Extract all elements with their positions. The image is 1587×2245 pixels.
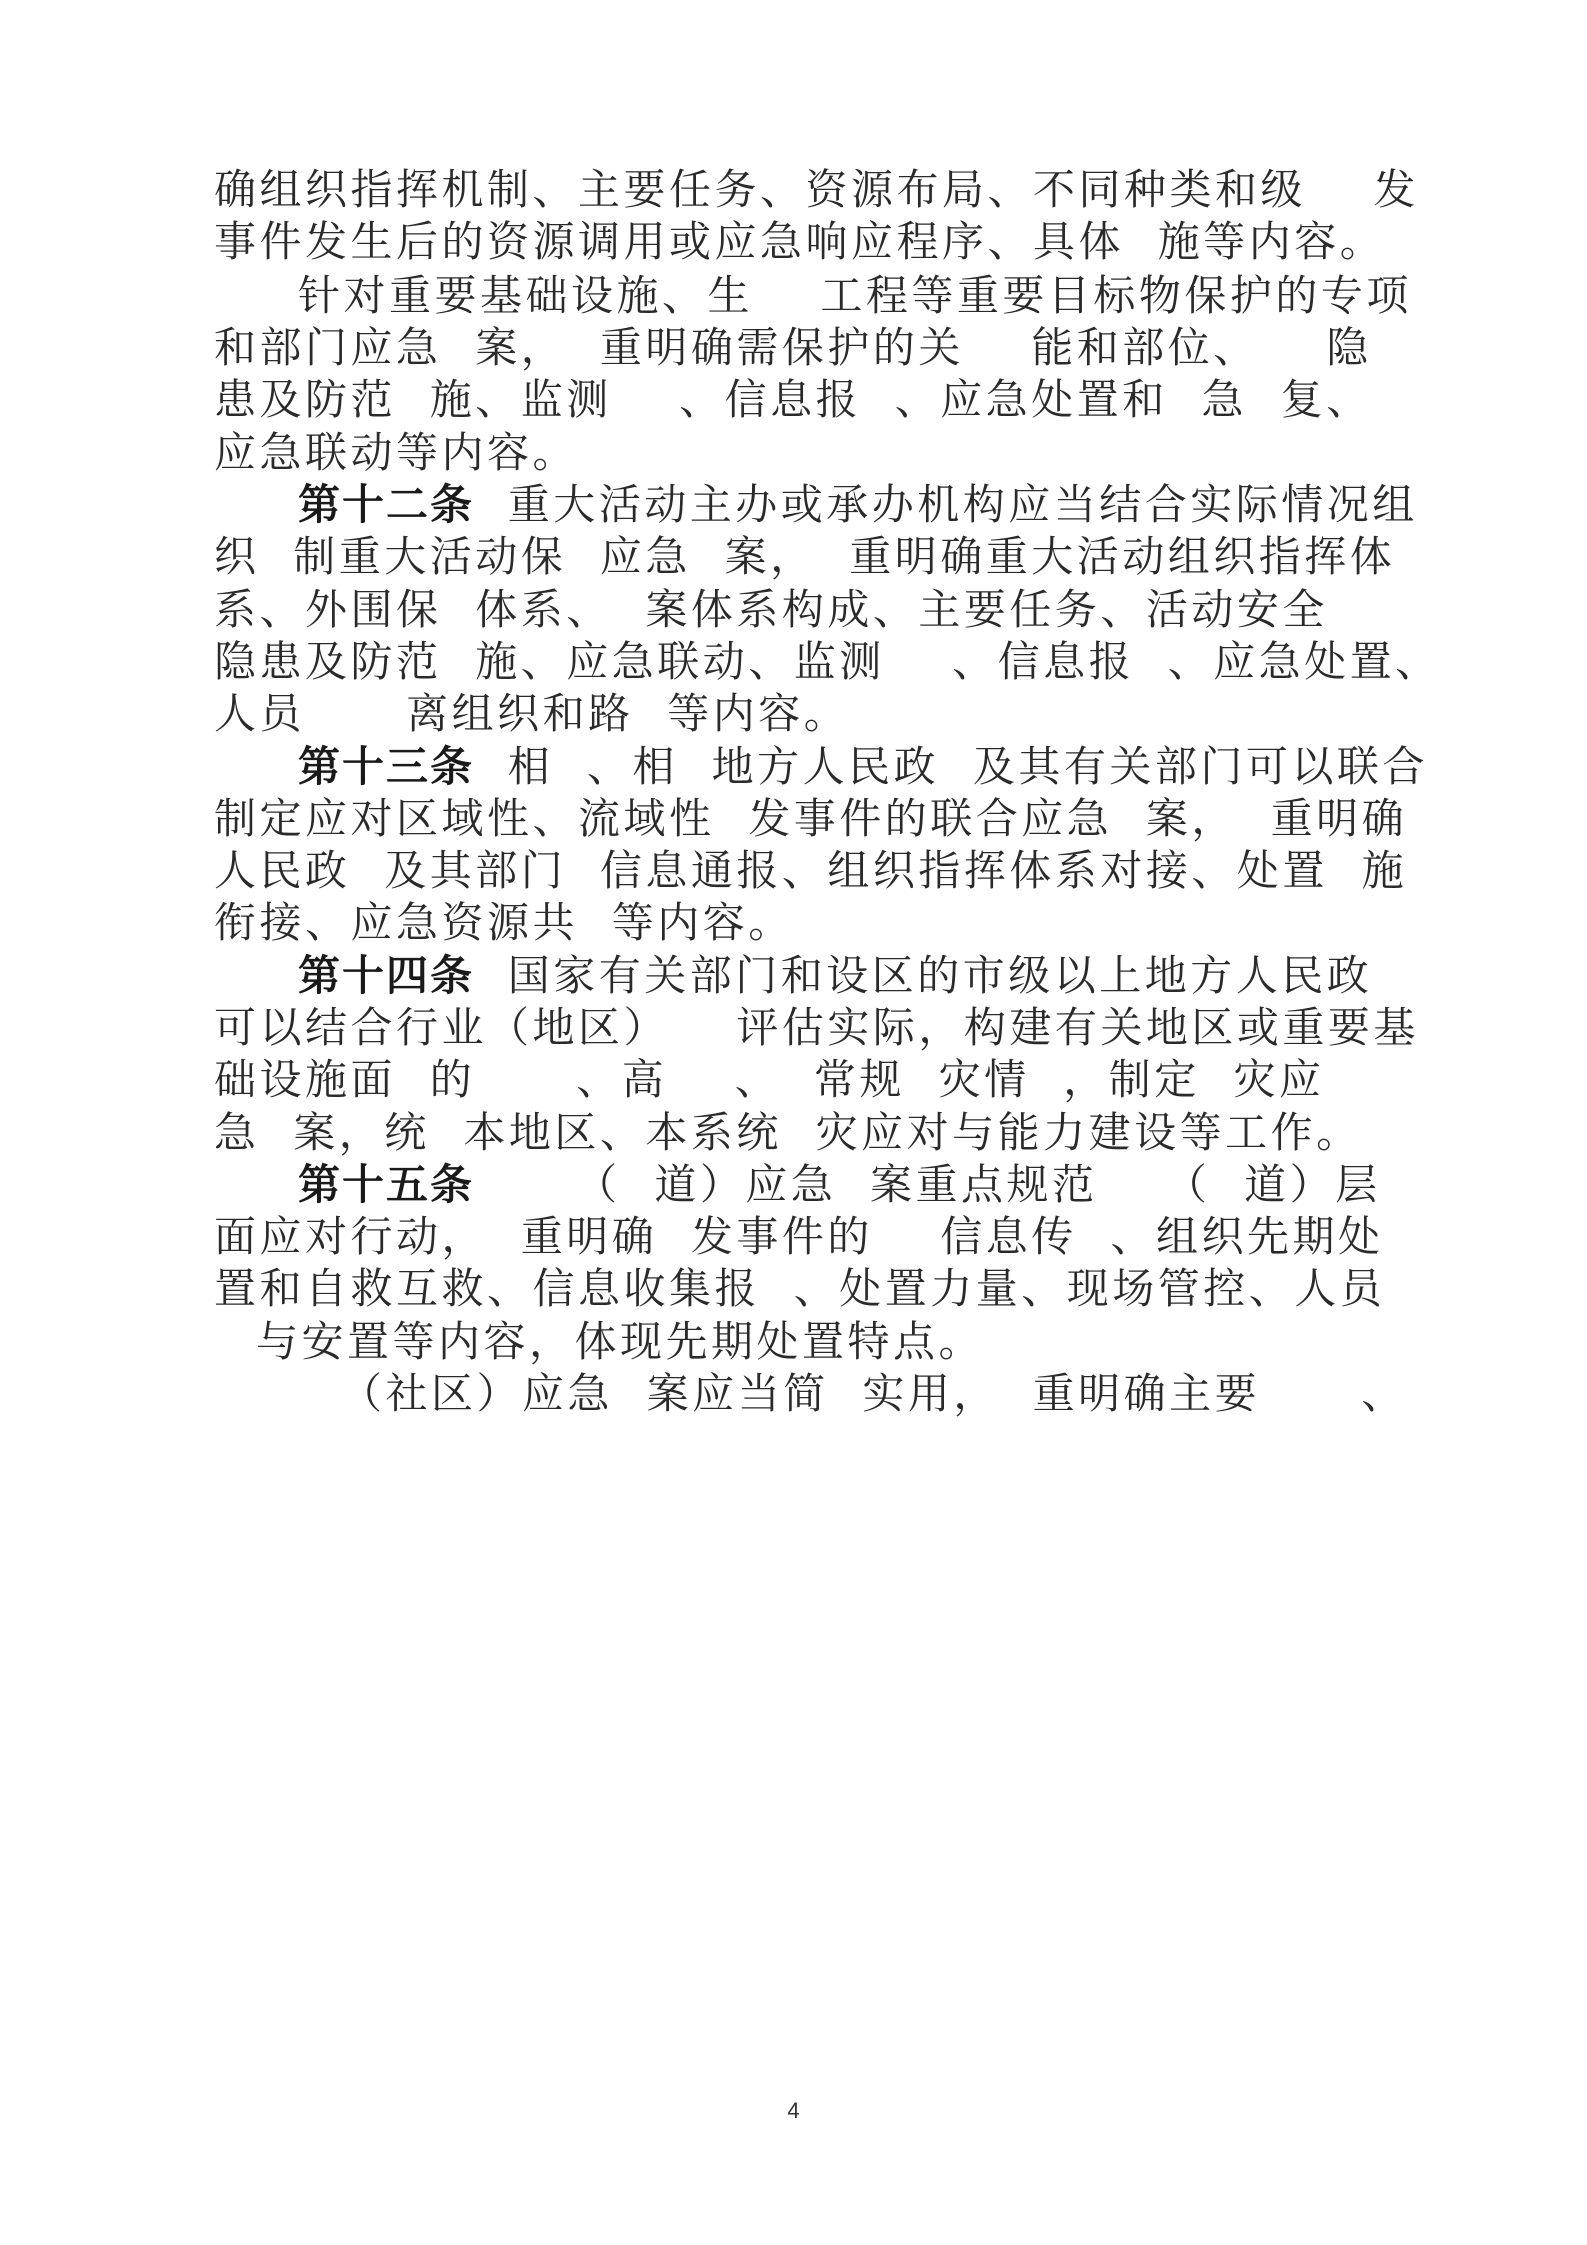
text-line: 人员 离组织和路 等内容。	[214, 689, 850, 738]
text-line: 可以结合行业（地区） 评估实际，构建有关地区或重要基	[214, 1003, 1419, 1052]
text-line: 事件发生后的资源调用或应急响应程序、具体 施等内容。	[214, 217, 1386, 266]
text-line: 隐患及防范 施、应急联动、监测 、信息报 、应急处置、	[214, 637, 1441, 686]
text-line: 人民政 及其部门 信息通报、组织指挥体系对接、处置 施	[214, 846, 1408, 895]
text-line: 置和自救互救、信息收集报 、处置力量、现场管控、人员	[214, 1264, 1386, 1313]
text-line: 系、外围保 体系、 案体系构成、主要任务、活动安全	[214, 585, 1328, 634]
article-12-line: 第十二条 重大活动主办或承办机构应当结合实际情况组	[298, 480, 1418, 529]
article-heading: 第十五条	[298, 1160, 475, 1209]
text-line: 急 案，统 本地区、本系统 灾应对与能力建设等工作。	[214, 1108, 1362, 1157]
article-heading: 第十四条	[298, 951, 475, 1000]
paragraph-start: （社区）应急 案应当简 实用， 重明确主要 、	[340, 1369, 1407, 1418]
text-line: 确组织指挥机制、主要任务、资源布局、不同种类和级 发	[214, 165, 1419, 214]
page-number: 4	[787, 2098, 800, 2123]
text-line: 应急联动等内容。	[214, 428, 579, 477]
text-line: 衔接、应急资源共 等内容。	[214, 898, 794, 947]
text-line: 础设施面 的 、高 、 常规 灾情 ，制定 灾应	[214, 1055, 1325, 1104]
article-14-line: 第十四条 国家有关部门和设区的市级以上地方人民政	[298, 951, 1373, 1000]
text-line: 与安置等内容，体现先期处置特点。	[256, 1317, 985, 1366]
article-15-line: 第十五条 （ 道）应急 案重点规范 （ 道）层	[298, 1160, 1381, 1209]
article-heading: 第十二条	[298, 480, 475, 529]
text-line: 和部门应急 案， 重明确需保护的关 能和部位、 隐	[214, 323, 1372, 372]
article-13-line: 第十三条 相 、相 地方人民政 及其有关部门可以联合	[298, 742, 1428, 791]
text-line: 患及防范 施、监测 、信息报 、应急处置和 急 复、	[214, 375, 1372, 424]
text-line: 面应对行动， 重明确 发事件的 信息传 、组织先期处	[214, 1212, 1384, 1261]
paragraph-start: 针对重要基础设施、生 工程等重要目标物保护的专项	[298, 271, 1412, 320]
text-line: 织 制重大活动保 应急 案， 重明确重大活动组织指挥体	[214, 532, 1396, 581]
article-heading: 第十三条	[298, 742, 475, 791]
text-line: 制定应对区域性、流域性 发事件的联合应急 案， 重明确	[214, 794, 1408, 843]
